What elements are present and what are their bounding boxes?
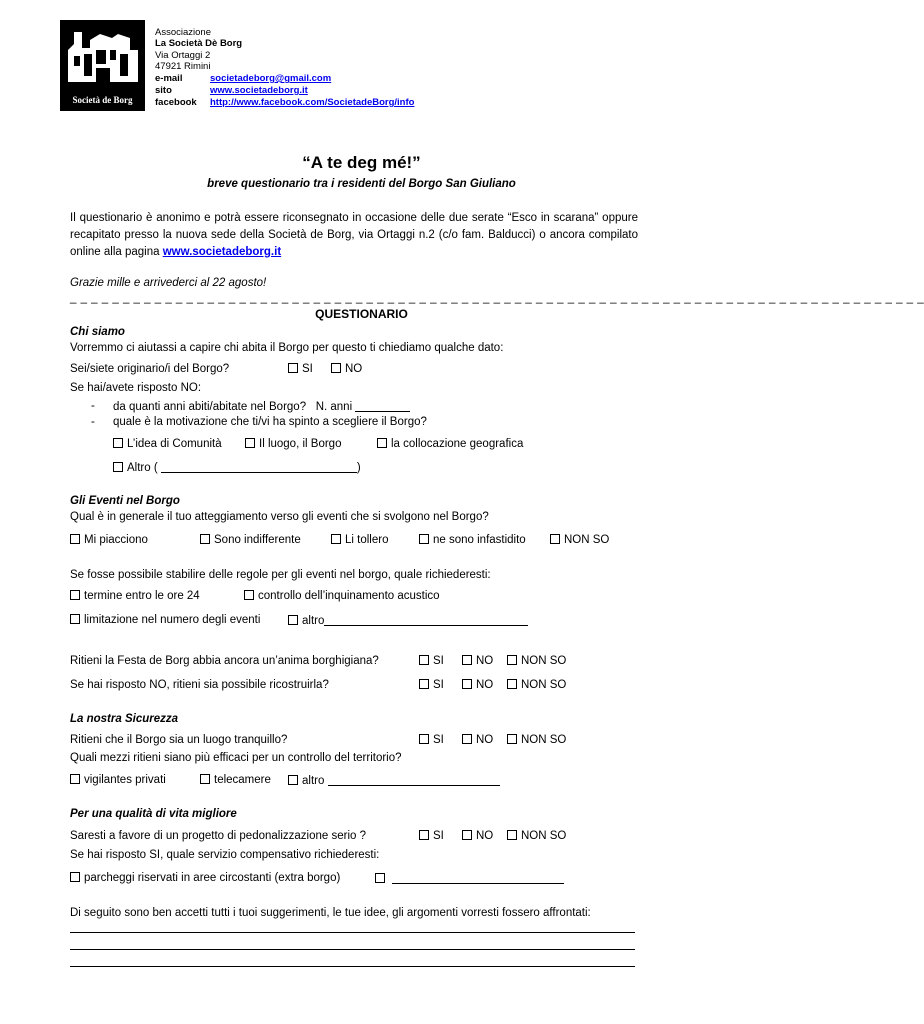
org-line1: Associazione	[155, 27, 211, 38]
option-no[interactable]: NO	[462, 830, 493, 842]
page-title: “A te deg mé!”	[302, 153, 421, 172]
option-no[interactable]: NO	[331, 363, 362, 375]
section-eventi-title: Gli Eventi nel Borgo	[70, 495, 180, 507]
checkbox[interactable]	[70, 872, 80, 882]
checkbox[interactable]	[331, 363, 341, 373]
questionario-heading: QUESTIONARIO	[315, 307, 408, 321]
option-ore-24[interactable]: termine entro le ore 24	[70, 590, 200, 602]
option-non-so[interactable]: NON SO	[507, 655, 566, 667]
checkbox[interactable]	[550, 534, 560, 544]
option-si[interactable]: SI	[419, 655, 444, 667]
checkbox[interactable]	[507, 655, 517, 665]
question-motivazione: quale è la motivazione che ti/vi ha spinto a scegliere il Borgo?	[113, 416, 427, 428]
checkbox[interactable]	[462, 679, 472, 689]
separator-dashes: _ _ _ _ _ _ _ _ _ _ _ _ _ _ _ _ _ _ _ _ _ _ _ _ _ _ _ _ _ _ _ _ _ _ _ _ _ _ _ _ _ _ _ _ _ _ _ _ _ _ _ _ _ _ _ _ _ _ _ _ _ _ _ _ _ _ _ _ _ _ _ _ _ _ _ _ _ _ _ _ _	[70, 292, 924, 304]
site-row	[155, 85, 308, 97]
option-altro-servizio[interactable]	[375, 872, 564, 885]
checkbox[interactable]	[375, 873, 385, 883]
option-si[interactable]: SI	[288, 363, 313, 375]
email-link[interactable]: societadeborg@gmail.com	[210, 73, 332, 84]
question-pedonalizzazione: Saresti a favore di un progetto di pedonalizzazione serio ?	[70, 830, 366, 842]
checkbox[interactable]	[200, 534, 210, 544]
checkbox[interactable]	[200, 774, 210, 784]
question-festa: Ritieni la Festa de Borg abbia ancora un’anima borghigiana?	[70, 655, 379, 667]
option-non-so[interactable]: NON SO	[507, 734, 566, 746]
logo	[60, 20, 145, 111]
site-link[interactable]: www.societadeborg.it	[210, 85, 308, 96]
building-logo-icon	[60, 20, 145, 92]
email-label: e-mail	[155, 73, 183, 84]
facebook-row	[155, 97, 414, 109]
option-vigilantes[interactable]: vigilantes privati	[70, 774, 166, 786]
checkbox[interactable]	[419, 679, 429, 689]
checkbox[interactable]	[288, 615, 298, 625]
address-line2: 47921 Rimini	[155, 61, 211, 72]
checkbox[interactable]	[419, 534, 429, 544]
section1-intro: Vorremmo ci aiutassi a capire chi abita il Borgo per questo ti chiediamo qualche dato:	[70, 342, 504, 354]
question-ricostruirla: Se hai risposto NO, ritieni sia possibile ricostruirla?	[70, 679, 329, 691]
question-regole: Se fosse possibile stabilire delle regole per gli eventi nel borgo, quale richiederesti:	[70, 569, 491, 581]
option-tollero[interactable]: Li tollero	[331, 534, 388, 546]
question-atteggiamento: Qual è in generale il tuo atteggiamento verso gli eventi che si svolgono nel Borgo?	[70, 511, 489, 523]
checkbox[interactable]	[507, 679, 517, 689]
option-non-so[interactable]: NON SO	[550, 534, 609, 546]
question-mezzi: Quali mezzi ritieni siano più efficaci per un controllo del territorio?	[70, 752, 402, 764]
option-no[interactable]: NO	[462, 655, 493, 667]
option-non-so[interactable]: NON SO	[507, 679, 566, 691]
checkbox[interactable]	[244, 590, 254, 600]
option-non-so[interactable]: NON SO	[507, 830, 566, 842]
section-sicurezza-title: La nostra Sicurezza	[70, 713, 179, 725]
intro-text: Il questionario è anonimo e potrà essere riconsegnato in occasione delle due serate “Esco in scarana” oppure recapitato presso la nuova sede della Società de Borg, via Ortaggi n.2 (c/o fam. Balducci) o ancora compilato online alla pagina	[70, 212, 638, 258]
facebook-link[interactable]: http://www.facebook.com/SocietadeBorg/info	[210, 97, 415, 108]
option-parcheggi[interactable]: parcheggi riservati in aree circostanti (extra borgo)	[70, 872, 340, 884]
option-comunita[interactable]: L’idea di Comunità	[113, 438, 222, 450]
option-collocazione[interactable]: la collocazione geografica	[377, 438, 523, 450]
email-row	[155, 73, 331, 85]
altro-field[interactable]	[161, 461, 357, 473]
checkbox[interactable]	[288, 363, 298, 373]
option-infastidito[interactable]: ne sono infastidito	[419, 534, 526, 546]
section-chi-siamo-title: Chi siamo	[70, 326, 125, 338]
intro-link[interactable]: www.societadeborg.it	[162, 246, 282, 258]
question-servizio: Se hai risposto SI, quale servizio compensativo richiederesti:	[70, 849, 380, 861]
intro-paragraph	[70, 210, 638, 261]
site-label: sito	[155, 85, 172, 96]
altro-servizio-field[interactable]	[392, 872, 564, 884]
answer-line[interactable]	[70, 966, 635, 967]
checkbox[interactable]	[245, 438, 255, 448]
option-altro-regole[interactable]: altro	[288, 614, 528, 627]
option-si[interactable]: SI	[419, 830, 444, 842]
checkbox[interactable]	[462, 655, 472, 665]
checkbox[interactable]	[288, 775, 298, 785]
bullet-dash: -	[91, 400, 95, 412]
option-altro-sicurezza[interactable]: altro	[288, 774, 500, 787]
option-inquinamento[interactable]: controllo dell’inquinamento acustico	[244, 590, 440, 602]
checkbox[interactable]	[113, 438, 123, 448]
section-qualita-title: Per una qualità di vita migliore	[70, 808, 237, 820]
checkbox[interactable]	[70, 534, 80, 544]
altro-sicurezza-field[interactable]	[328, 774, 500, 786]
anni-field[interactable]	[355, 400, 410, 412]
checkbox[interactable]	[419, 734, 429, 744]
question-tranquillo: Ritieni che il Borgo sia un luogo tranquillo?	[70, 734, 288, 746]
option-no[interactable]: NO	[462, 734, 493, 746]
option-limitazione[interactable]: limitazione nel numero degli eventi	[70, 614, 260, 626]
question-anni: da quanti anni abiti/abitate nel Borgo? N. anni	[113, 400, 410, 413]
option-mi-piacciono[interactable]: Mi piacciono	[70, 534, 148, 546]
checkbox[interactable]	[419, 655, 429, 665]
checkbox[interactable]	[462, 734, 472, 744]
option-no[interactable]: NO	[462, 679, 493, 691]
checkbox[interactable]	[70, 590, 80, 600]
option-si[interactable]: SI	[419, 679, 444, 691]
altro-regole-field[interactable]	[324, 614, 528, 626]
closing-text: Di seguito sono ben accetti tutti i tuoi suggerimenti, le tue idee, gli argomenti vorresti fossero affrontati:	[70, 907, 591, 919]
checkbox[interactable]	[331, 534, 341, 544]
checkbox[interactable]	[507, 830, 517, 840]
bullet-dash: -	[91, 416, 95, 428]
option-telecamere[interactable]: telecamere	[200, 774, 271, 786]
question-originario: Sei/siete originario/i del Borgo?	[70, 363, 230, 375]
page-subtitle: breve questionario tra i residenti del Borgo San Giuliano	[207, 178, 516, 190]
option-luogo[interactable]: Il luogo, il Borgo	[245, 438, 341, 450]
checkbox[interactable]	[70, 774, 80, 784]
answer-line[interactable]	[70, 932, 635, 933]
answer-line[interactable]	[70, 949, 635, 950]
org-line2: La Società Dè Borg	[155, 38, 243, 49]
question-no-followup: Se hai/avete risposto NO:	[70, 382, 202, 394]
address-line1: Via Ortaggi 2	[155, 50, 211, 61]
checkbox[interactable]	[377, 438, 387, 448]
logo-text: Società de Borg	[72, 95, 133, 105]
option-si[interactable]: SI	[419, 734, 444, 746]
checkbox[interactable]	[419, 830, 429, 840]
option-altro[interactable]: Altro ( )	[113, 461, 361, 474]
checkbox[interactable]	[462, 830, 472, 840]
checkbox[interactable]	[113, 462, 123, 472]
checkbox[interactable]	[507, 734, 517, 744]
checkbox[interactable]	[70, 614, 80, 624]
option-indifferente[interactable]: Sono indifferente	[200, 534, 301, 546]
facebook-label: facebook	[155, 97, 197, 108]
thanks-text: Grazie mille e arrivederci al 22 agosto!	[70, 277, 267, 289]
